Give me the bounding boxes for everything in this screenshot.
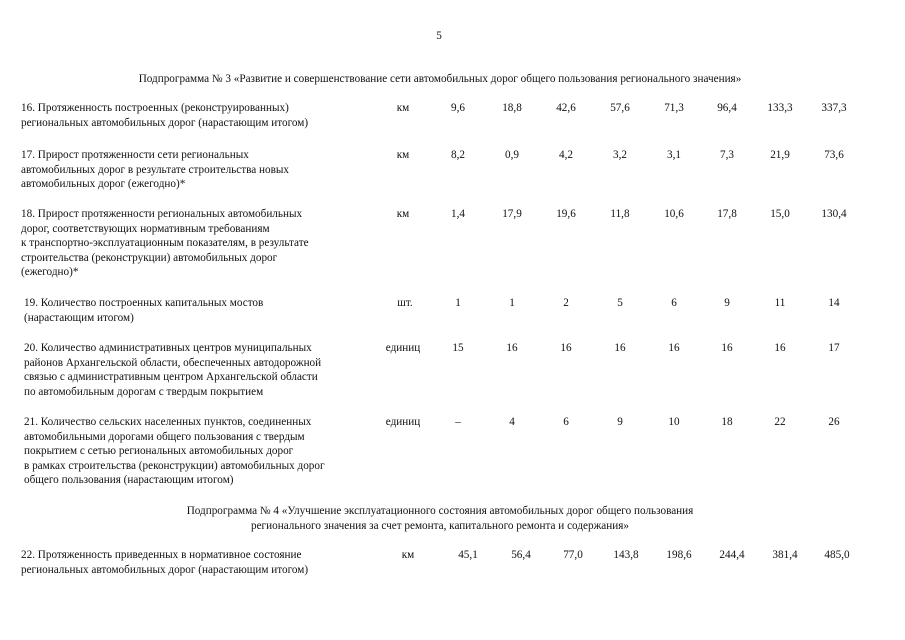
value-cell: – xyxy=(455,416,461,428)
value-cell: 244,4 xyxy=(719,549,745,561)
value-cell: 133,3 xyxy=(767,102,793,114)
value-cell: 22 xyxy=(774,416,786,428)
value-cell: 14 xyxy=(828,297,840,309)
value-cell: 485,0 xyxy=(824,549,850,561)
value-cell: 16 xyxy=(614,342,626,354)
value-cell: 6 xyxy=(563,416,569,428)
value-cell: 56,4 xyxy=(511,549,531,561)
unit: км xyxy=(396,208,410,220)
value-cell: 15 xyxy=(452,342,464,354)
value-cell: 6 xyxy=(671,297,677,309)
value-cell: 11 xyxy=(774,297,786,309)
subprogram-4-heading xyxy=(0,504,880,533)
value-cell: 4,2 xyxy=(559,149,573,161)
unit: км xyxy=(396,102,410,114)
value-cell: 16 xyxy=(668,342,680,354)
value-cell: 71,3 xyxy=(664,102,684,114)
value-cell: 45,1 xyxy=(458,549,478,561)
value-cell: 3,1 xyxy=(667,149,681,161)
value-cell: 16 xyxy=(774,342,786,354)
indicator-description: 19. Количество построенных капитальных мостов (нарастающим итогом) xyxy=(24,297,264,324)
value-cell: 17 xyxy=(828,342,840,354)
value-cell: 16 xyxy=(721,342,733,354)
value-cell: 4 xyxy=(509,416,515,428)
indicator-description: 22. Протяженность приведенных в нормативное состояние региональных автомобильных дорог (нарастающим итогом) xyxy=(21,549,309,576)
value-cell: 26 xyxy=(828,416,840,428)
value-cell: 1,4 xyxy=(451,208,465,220)
value-cell: 18 xyxy=(721,416,733,428)
value-cell: 96,4 xyxy=(717,102,737,114)
value-cell: 9,6 xyxy=(451,102,465,114)
value-cell: 1 xyxy=(455,297,461,309)
value-cell: 5 xyxy=(617,297,623,309)
unit: единиц xyxy=(385,416,421,428)
value-cell: 9 xyxy=(617,416,623,428)
value-cell: 8,2 xyxy=(451,149,465,161)
value-cell: 18,8 xyxy=(502,102,522,114)
value-cell: 15,0 xyxy=(770,208,790,220)
value-cell: 2 xyxy=(563,297,569,309)
value-cell: 77,0 xyxy=(563,549,583,561)
value-cell: 73,6 xyxy=(824,149,844,161)
value-cell: 17,8 xyxy=(717,208,737,220)
value-cell: 11,8 xyxy=(610,208,630,220)
value-cell: 381,4 xyxy=(772,549,798,561)
value-cell: 1 xyxy=(509,297,515,309)
value-cell: 9 xyxy=(724,297,730,309)
value-cell: 143,8 xyxy=(613,549,639,561)
value-cell: 17,9 xyxy=(502,208,522,220)
subprogram-3-heading xyxy=(0,72,880,87)
value-cell: 57,6 xyxy=(610,102,630,114)
value-cell: 16 xyxy=(506,342,518,354)
value-cell: 198,6 xyxy=(666,549,692,561)
value-cell: 21,9 xyxy=(770,149,790,161)
value-cell: 42,6 xyxy=(556,102,576,114)
value-cell: 16 xyxy=(560,342,572,354)
unit: км xyxy=(401,549,415,561)
page-number: 5 xyxy=(436,30,442,42)
indicator-description: 18. Прирост протяженности региональных автомобильных дорог, соответствующих нормативным требованиям к транспортно-эксплуатационным показателям, в результате строительства (реконструкции) автомобильных дорог (ежегодно)* xyxy=(21,208,309,279)
value-cell: 337,3 xyxy=(821,102,847,114)
indicator-description: 20. Количество административных центров муниципальных районов Архангельской области, обеспеченных автодорожной связью с административным центром Архангельской области по автомобильным дорогам с твердым покрытием xyxy=(24,342,322,398)
value-cell: 7,3 xyxy=(720,149,734,161)
value-cell: 0,9 xyxy=(505,149,519,161)
indicator-description: 21. Количество сельских населенных пунктов, соединенных автомобильными дорогами общего пользования с твердым покрытием с сетью региональных автомобильных дорог в рамках строительства (реконструкции) автомобильных дорог общего пользования (нарастающим итогом) xyxy=(24,416,325,487)
indicator-description: 16. Протяженность построенных (реконструированных) региональных автомобильных дорог (нарастающим итогом) xyxy=(21,102,309,129)
value-cell: 3,2 xyxy=(613,149,627,161)
heading-line: Подпрограмма № 3 «Развитие и совершенствование сети автомобильных дорог общего пользования регионального значения» xyxy=(138,73,742,85)
heading-line: регионального значения за счет ремонта, капитального ремонта и содержания» xyxy=(251,519,629,532)
heading-line: Подпрограмма № 4 «Улучшение эксплуатационного состояния автомобильных дорог общего пользования xyxy=(186,505,694,517)
unit: км xyxy=(396,149,410,161)
unit: единиц xyxy=(385,342,421,354)
value-cell: 19,6 xyxy=(556,208,576,220)
value-cell: 130,4 xyxy=(821,208,847,220)
value-cell: 10,6 xyxy=(664,208,684,220)
unit: шт. xyxy=(397,297,413,309)
value-cell: 10 xyxy=(668,416,680,428)
indicator-description: 17. Прирост протяженности сети региональных автомобильных дорог в результате строительства новых автомобильных дорог (ежегодно)* xyxy=(21,149,289,191)
